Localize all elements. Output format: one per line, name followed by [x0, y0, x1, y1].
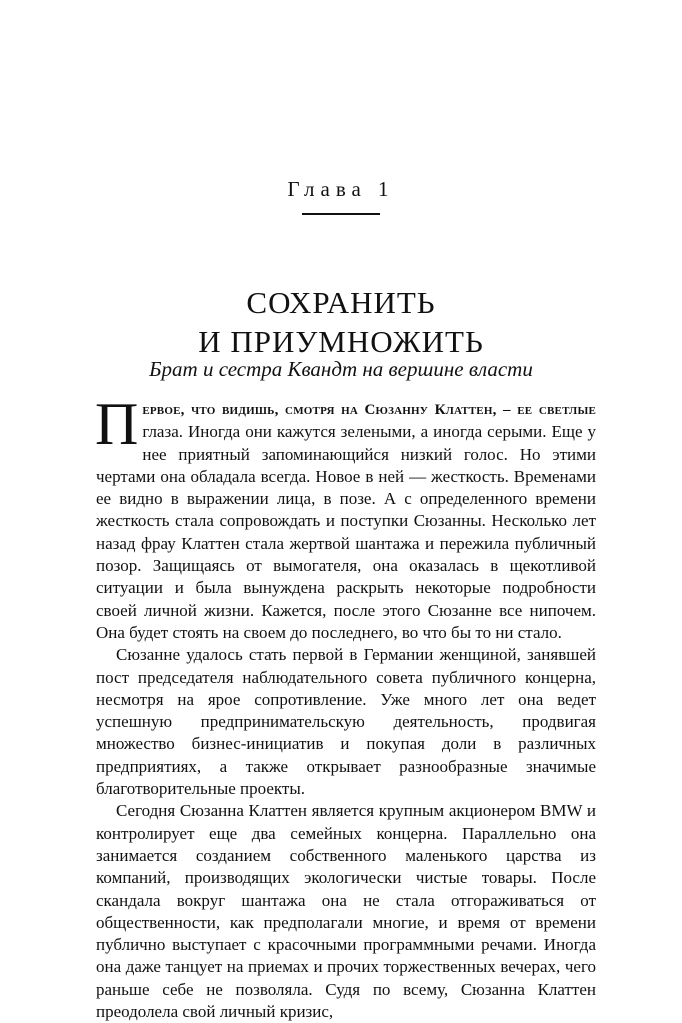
chapter-subtitle: Брат и сестра Квандт на вершине власти: [149, 357, 533, 381]
lead-in-small-caps: ервое, что видишь, смотря на Сюзанну Клаттен, – ее светлые: [142, 402, 596, 418]
paragraph-1-text: глаза. Иногда они кажутся зелеными, а иногда серыми. Еще у нее приятный запоминающийся низкий голос. Но этими чертами она обладала всегда. Новое в ней — жесткость. Временами ее видно в выражении лица, в позе. А с определенного времени жесткость стала сопровождать и поступки Сюзанны. Несколько лет назад фрау Клаттен стала жертвой шантажа и пережила публичный позор. Защищаясь от вымогателя, она оказалась в щекотливой ситуации и была вынуждена раскрыть некоторые подробности своей личной жизни. Кажется, после этого Сюзанне все нипочем. Она будет стоять на своем до последнего, во что бы то ни стало.: [96, 422, 596, 642]
paragraph-2: Сюзанне удалось стать первой в Германии женщиной, занявшей пост председателя наблюдательного совета публичного концерна, несмотря на ярое сопротивление. Уже много лет она ведет успешную предпринимательскую деятельность, продвигая множество бизнес-инициатив и покупая доли в различных предприятиях, а также открывает разнообразные значимые благотворительные проекты.: [96, 645, 596, 799]
chapter-underline: [302, 213, 380, 215]
chapter-title-line-1: СОХРАНИТЬ: [246, 285, 436, 320]
chapter-title-line-2: И ПРИУМНОЖИТЬ: [198, 324, 484, 359]
chapter-label: Глава 1: [287, 177, 395, 201]
drop-cap: П: [95, 391, 139, 457]
paragraph-3: Сегодня Сюзанна Клаттен является крупным акционером BMW и контролирует еще два семейных концерна. Параллельно она занимается созданием собственного маленького царства из компаний, производящих экологически чистые товары. После скандала вокруг шантажа она не стала отгораживаться от общественности, как предполагали многие, и время от времени публично выступает с красочными программными речами. Иногда она даже танцует на приемах и прочих торжественных вечерах, чего раньше себе не позволяла. Судя по всему, Сюзанна Клаттен преодолела свой личный кризис,: [96, 801, 596, 1022]
chapter-title: [0, 283, 682, 361]
body-text: [95, 391, 596, 1023]
paragraph-1: [95, 391, 596, 644]
